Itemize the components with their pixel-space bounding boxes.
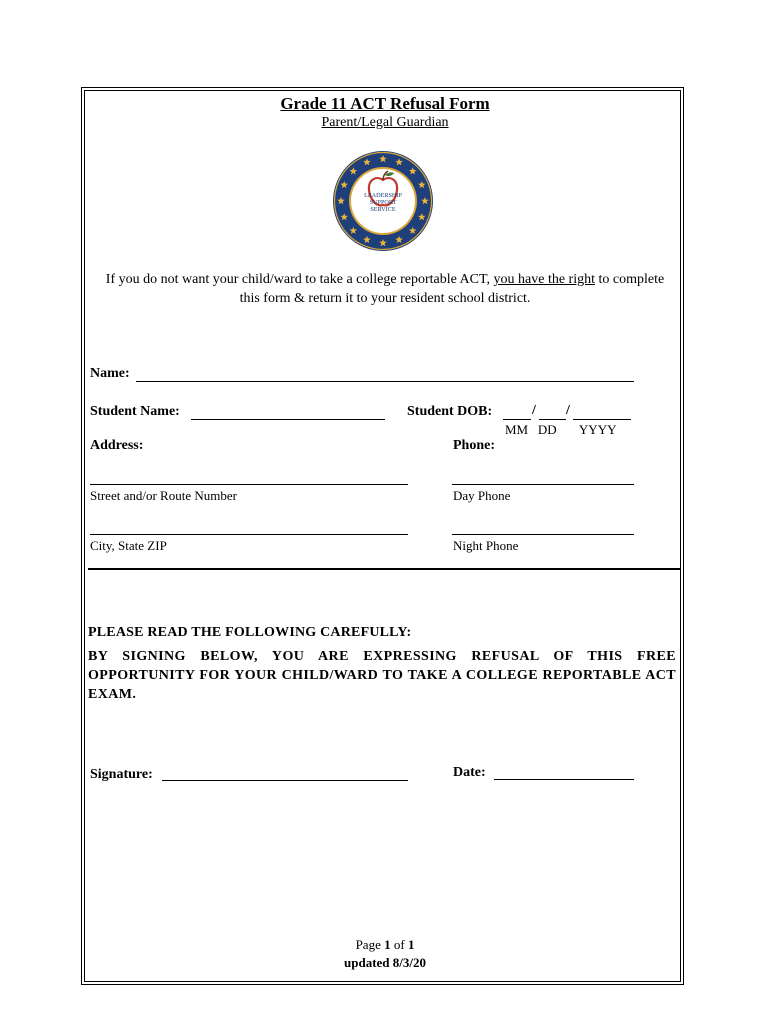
name-field[interactable] <box>136 381 634 382</box>
city-state-zip-field[interactable] <box>90 534 408 535</box>
updated-date: updated 8/3/20 <box>344 955 426 970</box>
page-number: Page 1 of 1 <box>355 937 415 952</box>
phone-label: Phone: <box>453 438 495 453</box>
dob-format-hint: MM DD YYYY <box>505 422 617 437</box>
intro-paragraph: If you do not want your child/ward to take a college reportable ACT, you have the right to complete this form & return it to your resident school district. <box>105 272 665 306</box>
form-subtitle: Parent/Legal Guardian <box>321 115 449 130</box>
street-caption: Street and/or Route Number <box>90 488 237 503</box>
seal-icon <box>332 150 434 252</box>
signature-field[interactable] <box>162 780 408 781</box>
student-name-label: Student Name: <box>90 404 180 419</box>
night-phone-field[interactable] <box>452 534 634 535</box>
day-phone-field[interactable] <box>452 484 634 485</box>
address-label: Address: <box>90 438 144 453</box>
date-label: Date: <box>453 765 486 780</box>
day-phone-caption: Day Phone <box>453 488 511 503</box>
notice-heading: PLEASE READ THE FOLLOWING CAREFULLY: <box>88 625 412 640</box>
leadership-support-service-logo <box>332 150 434 252</box>
student-dob-label: Student DOB: <box>407 404 493 419</box>
dob-month-field[interactable] <box>503 419 531 420</box>
student-name-field[interactable] <box>191 419 385 420</box>
street-field[interactable] <box>90 484 408 485</box>
dob-year-field[interactable] <box>573 419 631 420</box>
signature-label: Signature: <box>90 767 153 782</box>
night-phone-caption: Night Phone <box>453 538 519 553</box>
logo-line-1: LEADERSHIP <box>364 192 402 199</box>
logo-line-2: SUPPORT <box>369 199 397 206</box>
dob-slash-1: / <box>532 403 536 418</box>
city-caption: City, State ZIP <box>90 538 167 553</box>
form-title: Grade 11 ACT Refusal Form <box>280 94 490 113</box>
dob-day-field[interactable] <box>539 419 566 420</box>
logo-line-3: SERVICE <box>370 206 396 213</box>
date-field[interactable] <box>494 779 634 780</box>
name-label: Name: <box>90 366 130 381</box>
section-divider <box>88 568 681 570</box>
dob-slash-2: / <box>566 403 570 418</box>
notice-body: BY SIGNING BELOW, YOU ARE EXPRESSING REFUSAL OF THIS FREE OPPORTUNITY FOR YOUR CHILD/WARD TO TAKE A COLLEGE REPORTABLE ACT EXAM. <box>88 649 676 702</box>
